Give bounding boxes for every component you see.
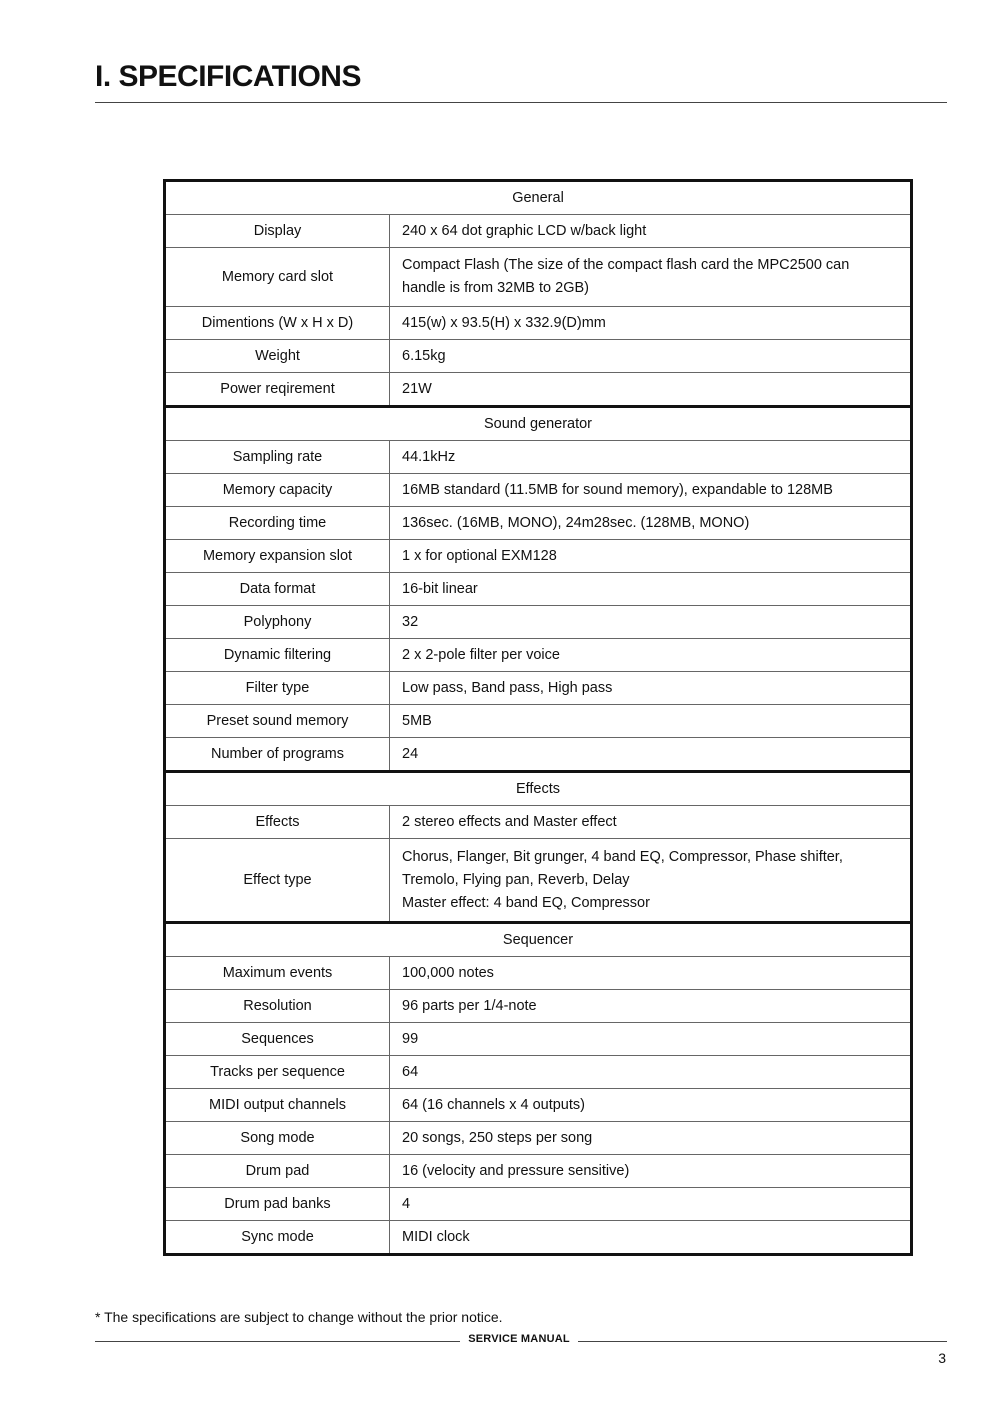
section-header-row (165, 772, 912, 806)
spec-label: Weight (165, 340, 390, 373)
spec-row (165, 1188, 912, 1221)
spec-value (390, 705, 912, 738)
spec-row (165, 839, 912, 923)
spec-value-line: 100,000 notes (402, 964, 494, 981)
spec-value (390, 1023, 912, 1056)
spec-row (165, 705, 912, 738)
spec-label: Sampling rate (165, 441, 390, 474)
spec-value-line: 136sec. (16MB, MONO), 24m28sec. (128MB, MONO) (402, 514, 750, 531)
spec-row (165, 474, 912, 507)
spec-value (390, 307, 912, 340)
footer-divider-right (578, 1341, 947, 1342)
spec-label: Filter type (165, 672, 390, 705)
spec-value-line: 2 x 2-pole filter per voice (402, 646, 560, 663)
spec-value-line: 20 songs, 250 steps per song (402, 1129, 593, 1146)
spec-value (390, 1056, 912, 1089)
spec-row (165, 606, 912, 639)
spec-value (390, 606, 912, 639)
spec-value-line: 16-bit linear (402, 580, 478, 597)
spec-value-line: 99 (402, 1030, 419, 1047)
spec-value-line: 21W (402, 380, 432, 397)
spec-value-line: 240 x 64 dot graphic LCD w/back light (402, 222, 647, 239)
spec-value (390, 373, 912, 407)
spec-label: Drum pad (165, 1155, 390, 1188)
spec-label: Preset sound memory (165, 705, 390, 738)
spec-label: Tracks per sequence (165, 1056, 390, 1089)
spec-value-line: 16 (velocity and pressure sensitive) (402, 1162, 630, 1179)
spec-label: Dimentions (W x H x D) (165, 307, 390, 340)
spec-value-line: 64 (16 channels x 4 outputs) (402, 1096, 585, 1113)
spec-label: Memory card slot (165, 248, 390, 307)
spec-value-line: 6.15kg (402, 347, 446, 364)
spec-value (390, 340, 912, 373)
spec-label: Data format (165, 573, 390, 606)
spec-value-line: Tremolo, Flying pan, Reverb, Delay (402, 871, 630, 888)
spec-row (165, 441, 912, 474)
spec-row (165, 957, 912, 990)
spec-value-line: 44.1kHz (402, 448, 456, 465)
spec-label: Maximum events (165, 957, 390, 990)
spec-label: Effects (165, 806, 390, 839)
section-header-row (165, 181, 912, 215)
spec-value-line: 2 stereo effects and Master effect (402, 813, 617, 830)
spec-value (390, 1155, 912, 1188)
spec-label: Number of programs (165, 738, 390, 772)
title-divider (95, 102, 947, 103)
spec-value-line: Low pass, Band pass, High pass (402, 679, 613, 696)
footnote: * The specifications are subject to change without the prior notice. (95, 1309, 503, 1325)
spec-value-line: 16MB standard (11.5MB for sound memory), expandable to 128MB (402, 481, 833, 498)
spec-value (390, 1188, 912, 1221)
spec-value-line: 24 (402, 745, 419, 762)
spec-label: MIDI output channels (165, 1089, 390, 1122)
section-heading: Effects (165, 772, 912, 806)
section-heading: General (165, 181, 912, 215)
section-heading: Sound generator (165, 407, 912, 441)
spec-label: Memory expansion slot (165, 540, 390, 573)
spec-label: Effect type (165, 839, 390, 923)
spec-value-line: 1 x for optional EXM128 (402, 547, 557, 564)
spec-row (165, 1122, 912, 1155)
spec-row (165, 573, 912, 606)
spec-row (165, 1056, 912, 1089)
specifications-table (163, 179, 913, 1256)
spec-label: Song mode (165, 1122, 390, 1155)
spec-value (390, 672, 912, 705)
spec-value (390, 507, 912, 540)
spec-label: Memory capacity (165, 474, 390, 507)
spec-value (390, 839, 912, 923)
section-header-row (165, 407, 912, 441)
spec-row (165, 806, 912, 839)
spec-row (165, 738, 912, 772)
spec-value (390, 639, 912, 672)
spec-value (390, 1089, 912, 1122)
specifications-table-body (165, 181, 912, 1255)
spec-value-line: handle is from 32MB to 2GB) (402, 280, 589, 296)
spec-value-line: 96 parts per 1/4-note (402, 997, 537, 1014)
spec-value (390, 1221, 912, 1255)
spec-label: Sync mode (165, 1221, 390, 1255)
footer-label: SERVICE MANUAL (468, 1333, 570, 1345)
spec-value (390, 1122, 912, 1155)
spec-value (390, 215, 912, 248)
spec-value-line: MIDI clock (402, 1228, 470, 1245)
spec-value (390, 990, 912, 1023)
spec-label: Power reqirement (165, 373, 390, 407)
spec-label: Display (165, 215, 390, 248)
spec-value (390, 573, 912, 606)
spec-row (165, 307, 912, 340)
spec-row (165, 507, 912, 540)
spec-value-line: 64 (402, 1063, 419, 1080)
spec-row (165, 1155, 912, 1188)
spec-row (165, 1221, 912, 1255)
section-heading: Sequencer (165, 923, 912, 957)
spec-row (165, 248, 912, 307)
spec-value-line: 4 (402, 1195, 411, 1212)
spec-value-line: 32 (402, 613, 419, 630)
spec-value (390, 738, 912, 772)
spec-value-line: Master effect: 4 band EQ, Compressor (402, 894, 650, 911)
spec-row (165, 639, 912, 672)
spec-row (165, 215, 912, 248)
spec-row (165, 672, 912, 705)
spec-value (390, 441, 912, 474)
spec-label: Sequences (165, 1023, 390, 1056)
spec-row (165, 1023, 912, 1056)
spec-label: Resolution (165, 990, 390, 1023)
spec-label: Drum pad banks (165, 1188, 390, 1221)
spec-value-line: Compact Flash (The size of the compact flash card the MPC2500 can (402, 257, 850, 273)
spec-value (390, 474, 912, 507)
spec-value (390, 540, 912, 573)
spec-value (390, 248, 912, 307)
spec-value (390, 957, 912, 990)
footer-divider-left (95, 1341, 460, 1342)
page-title: I. SPECIFICATIONS (95, 60, 361, 93)
spec-row (165, 990, 912, 1023)
footer (95, 1333, 947, 1349)
page-number: 3 (938, 1350, 946, 1366)
spec-row (165, 373, 912, 407)
spec-row (165, 1089, 912, 1122)
spec-row (165, 340, 912, 373)
spec-label: Recording time (165, 507, 390, 540)
spec-label: Dynamic filtering (165, 639, 390, 672)
spec-value (390, 806, 912, 839)
spec-row (165, 540, 912, 573)
section-header-row (165, 923, 912, 957)
spec-label: Polyphony (165, 606, 390, 639)
spec-value-line: 415(w) x 93.5(H) x 332.9(D)mm (402, 314, 606, 331)
spec-value-line: Chorus, Flanger, Bit grunger, 4 band EQ, Compressor, Phase shifter, (402, 848, 843, 865)
spec-value-line: 5MB (402, 712, 432, 729)
